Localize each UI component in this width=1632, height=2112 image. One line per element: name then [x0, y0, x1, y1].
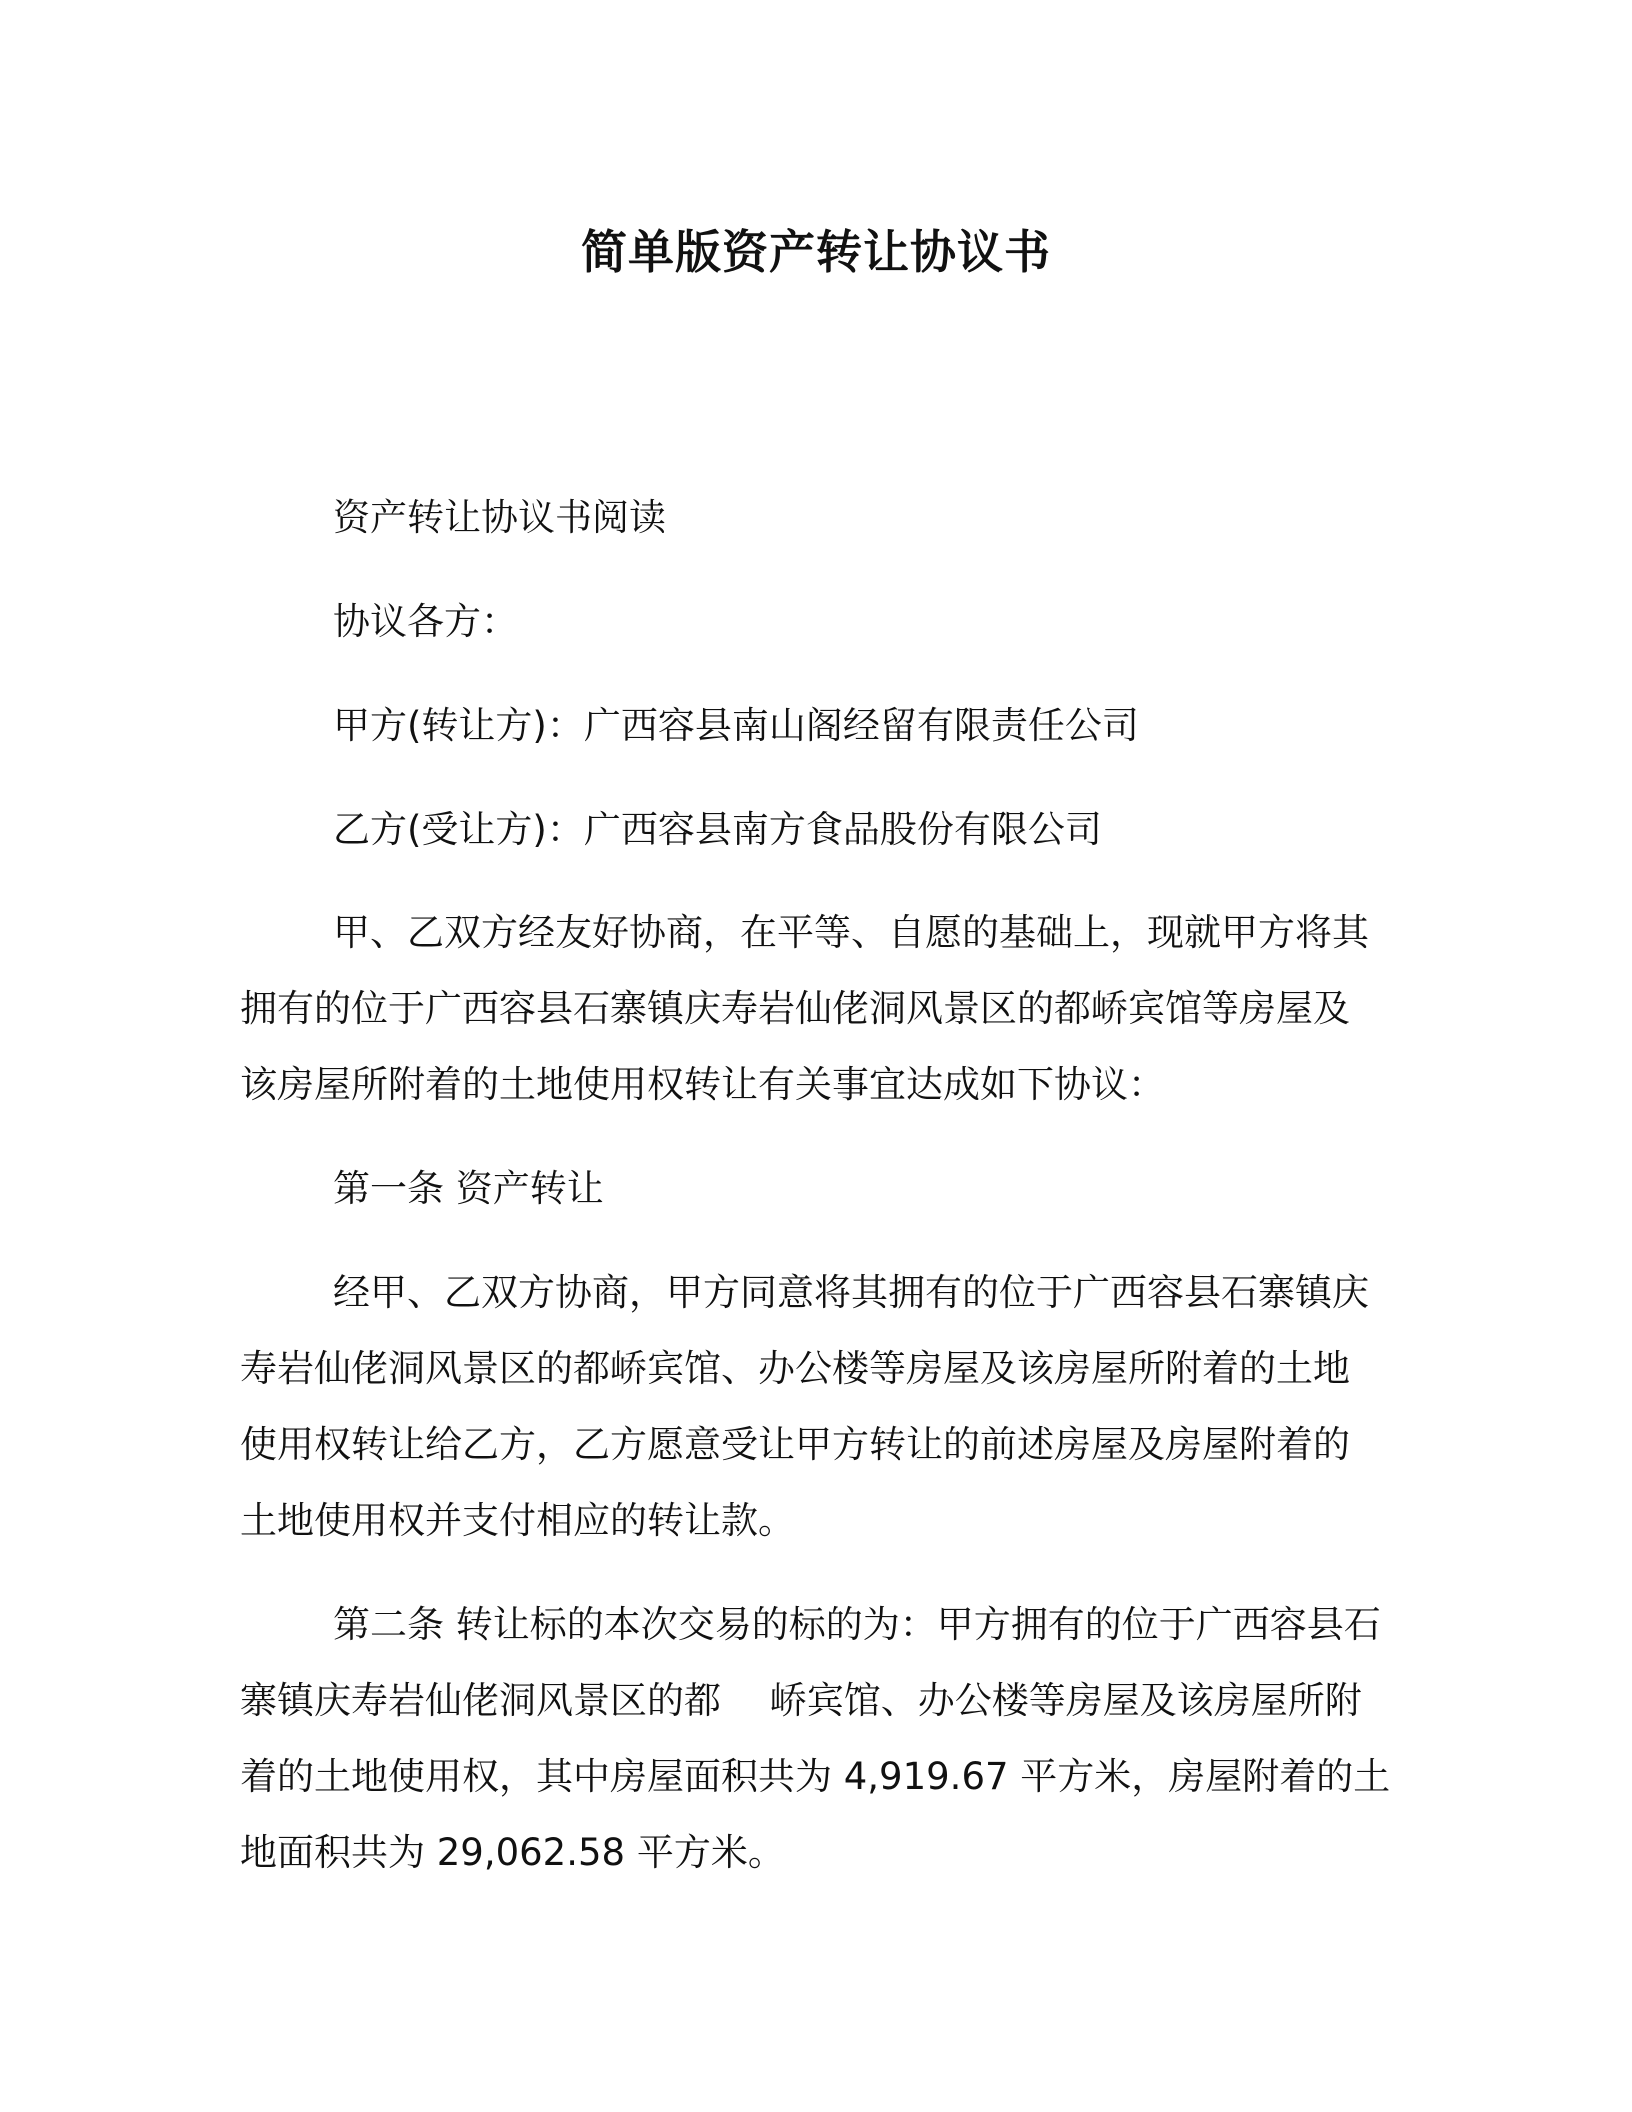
preamble-line: 甲、乙双方经友好协商，在平等、自愿的基础上，现就甲方将其: [333, 911, 1369, 954]
article-2-line: 地面积共为 29,062.58 平方米。: [240, 1831, 785, 1874]
article-2-line: 寨镇庆寿岩仙佬洞风景区的都 峤宾馆、办公楼等房屋及该房屋所附: [240, 1679, 1362, 1722]
reading-heading: 资产转让协议书阅读: [333, 496, 666, 539]
document-title: 简单版资产转让协议书: [581, 225, 1051, 279]
article-1-title: 第一条 资产转让: [333, 1167, 604, 1210]
preamble-line: 拥有的位于广西容县石寨镇庆寿岩仙佬洞风景区的都峤宾馆等房屋及: [240, 987, 1350, 1030]
article-2-line: 着的土地使用权，其中房屋面积共为 4,919.67 平方米，房屋附着的土: [240, 1755, 1391, 1798]
article-1-line: 经甲、乙双方协商，甲方同意将其拥有的位于广西容县石寨镇庆: [333, 1271, 1369, 1314]
party-b: 乙方(受让方)：广西容县南方食品股份有限公司: [333, 808, 1102, 851]
article-1-line: 使用权转让给乙方，乙方愿意受让甲方转让的前述房屋及房屋附着的: [240, 1423, 1350, 1466]
article-1-line: 寿岩仙佬洞风景区的都峤宾馆、办公楼等房屋及该房屋所附着的土地: [240, 1347, 1350, 1390]
party-a: 甲方(转让方)：广西容县南山阁经留有限责任公司: [333, 704, 1139, 747]
parties-label: 协议各方：: [333, 600, 518, 643]
article-2-line: 第二条 转让标的本次交易的标的为：甲方拥有的位于广西容县石: [333, 1603, 1381, 1646]
preamble-line: 该房屋所附着的土地使用权转让有关事宜达成如下协议：: [240, 1063, 1165, 1106]
article-1-line: 土地使用权并支付相应的转让款。: [240, 1499, 795, 1542]
